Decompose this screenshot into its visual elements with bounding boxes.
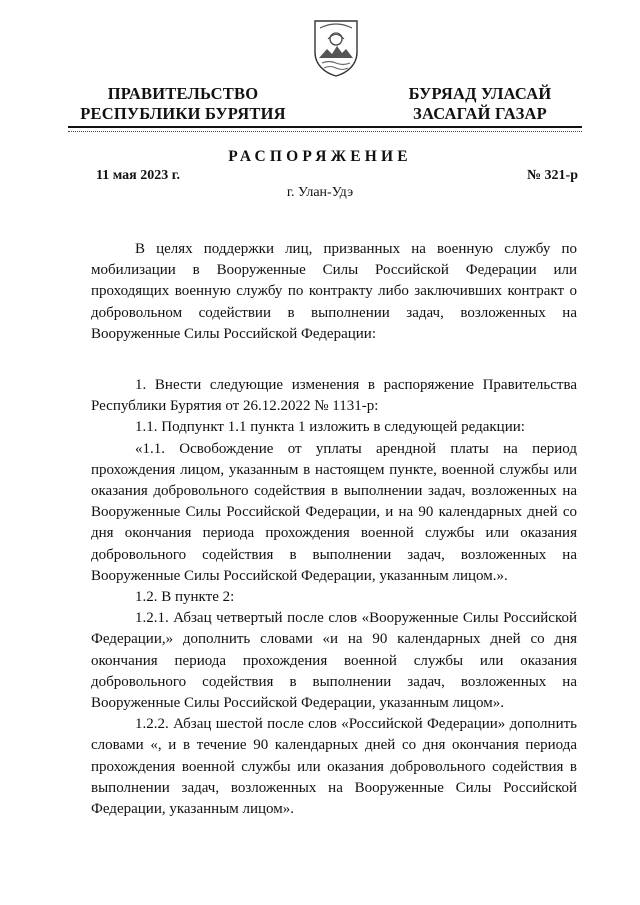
issuer-line-1: ПРАВИТЕЛЬСТВО xyxy=(107,84,259,103)
issuer-name-russian xyxy=(78,84,288,124)
paragraph-1-2: 1.2. В пункте 2: xyxy=(135,589,235,606)
document-number: № 321-р xyxy=(526,168,578,183)
coat-of-arms-emblem xyxy=(310,18,362,78)
issuer-line-2: РЕСПУБЛИКИ БУРЯТИЯ xyxy=(80,104,286,123)
paragraph-1-1: 1.1. Подпункт 1.1 пункта 1 изложить в следующей редакции: xyxy=(135,419,525,436)
paragraph-1-1-text: «1.1. Освобождение от уплаты арендной платы на период прохождения лицом, указанным в настоящем пункте, военной службы или оказания добровольного содействия в выполнении задач, возложенных на Вооруженные Силы Российской Федерации, и на 90 календарных дней со дня окончания периода прохождения военной службы или оказания добровольного содействия в выполнении задач, возложенных на Вооруженные Силы Российской Федерации, указанным лицом.». xyxy=(91,440,577,584)
paragraph-1-2-2: 1.2.2. Абзац шестой после слов «Российской Федерации» дополнить словами «, и в течение 90 календарных дней со дня окончания периода прохождения военной службы или оказания добровольного содействия в выполнении задач, возложенных на Вооруженные Силы Российской Федерации, указанным лицом». xyxy=(91,716,577,818)
paragraph-1: 1. Внести следующие изменения в распоряжение Правительства Республики Бурятия от 26.12.2022 № 1131-р: xyxy=(91,377,577,415)
intro-paragraph: В целях поддержки лиц, призванных на военную службу по мобилизации в Вооруженные Силы Российской Федерации или проходящих военную службу по контракту либо заключивших контракт о добровольном содействии в выполнении задач, возложенных на Вооруженные Силы Российской Федерации: xyxy=(91,241,577,342)
issuer-buryat-line-1: БУРЯАД УЛАСАЙ xyxy=(408,84,552,103)
issuer-name-buryat xyxy=(392,84,568,124)
header-divider xyxy=(68,126,582,128)
document-city: г. Улан-Удэ xyxy=(286,185,354,200)
paragraph-1-2-1: 1.2.1. Абзац четвертый после слов «Вооруженные Силы Российской Федерации,» дополнить словами «и на 90 календарных дней со дня окончания периода прохождения военной службы или оказания добровольного содействия в выполнении задач, возложенных на Вооруженные Силы Российской Федерации, указанным лицом». xyxy=(91,610,577,712)
header-divider-dotted xyxy=(68,131,582,132)
main-section xyxy=(91,375,577,820)
document-date: 11 мая 2023 г. xyxy=(96,168,181,183)
issuer-buryat-line-2: ЗАСАГАЙ ГАЗАР xyxy=(413,104,547,123)
intro-section xyxy=(91,239,577,345)
document-title: РАСПОРЯЖЕНИЕ xyxy=(228,148,412,165)
